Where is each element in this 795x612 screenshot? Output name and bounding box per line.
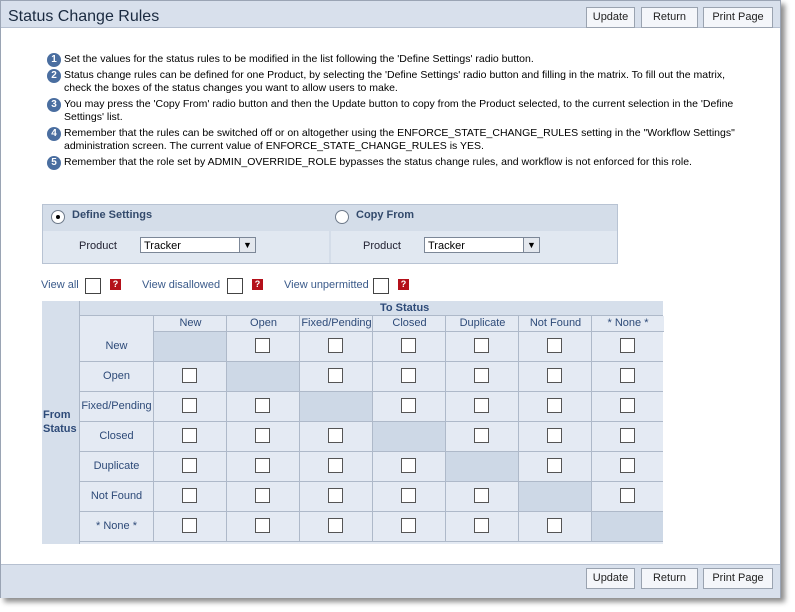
transition-checkbox[interactable] xyxy=(547,338,562,353)
transition-checkbox[interactable] xyxy=(328,518,343,533)
chevron-down-icon: ▼ xyxy=(239,238,255,252)
step-number-icon: 3 xyxy=(47,98,61,112)
matrix-cell xyxy=(445,422,518,452)
matrix-cell xyxy=(372,482,445,512)
to-status-column-header: Duplicate xyxy=(445,316,519,332)
matrix-cell xyxy=(445,512,518,542)
status-matrix xyxy=(42,301,663,544)
transition-checkbox[interactable] xyxy=(182,428,197,443)
matrix-cell xyxy=(299,482,372,512)
matrix-cell xyxy=(226,512,299,542)
transition-checkbox[interactable] xyxy=(474,488,489,503)
matrix-cell xyxy=(153,512,226,542)
matrix-cell xyxy=(372,512,445,542)
to-status-label: To Status xyxy=(380,302,430,314)
transition-checkbox[interactable] xyxy=(547,428,562,443)
transition-checkbox[interactable] xyxy=(474,338,489,353)
matrix-cell xyxy=(372,332,445,362)
matrix-cell xyxy=(226,422,299,452)
copy-product-label: Product xyxy=(363,240,401,252)
transition-checkbox[interactable] xyxy=(255,518,270,533)
matrix-cell xyxy=(518,362,591,392)
matrix-cell-disabled xyxy=(372,422,445,452)
footer-bar xyxy=(1,564,780,598)
return-button-bottom[interactable]: Return xyxy=(641,568,698,589)
matrix-cell xyxy=(591,482,663,512)
copy-from-radio[interactable] xyxy=(335,210,349,224)
matrix-cell xyxy=(518,332,591,362)
matrix-cell xyxy=(153,452,226,482)
print-page-button-bottom[interactable]: Print Page xyxy=(703,568,773,589)
matrix-cell xyxy=(153,392,226,422)
instruction-text: Remember that the rules can be switched off or on altogether using the ENFORCE_STATE_CHANGE_RULES setting in the "Workflow Settings" administration screen. The current value of ENFORCE_STATE_CHANGE_RULES is YES. xyxy=(64,127,735,152)
matrix-cell xyxy=(153,482,226,512)
to-status-column-header: * None * xyxy=(591,316,664,332)
matrix-cell xyxy=(591,452,663,482)
matrix-cell-disabled xyxy=(591,512,663,542)
header-bar xyxy=(1,1,780,28)
instruction-item xyxy=(47,69,737,95)
to-status-column-header: New xyxy=(153,316,227,332)
update-button-top[interactable]: Update xyxy=(586,7,635,28)
from-status-row-header: Closed xyxy=(80,422,153,452)
matrix-cell xyxy=(226,332,299,362)
step-number-icon: 4 xyxy=(47,127,61,141)
matrix-cell xyxy=(518,422,591,452)
instruction-item xyxy=(47,53,737,66)
to-status-column-header: Closed xyxy=(372,316,446,332)
view-unpermitted-checkbox[interactable] xyxy=(373,278,389,294)
transition-checkbox[interactable] xyxy=(547,518,562,533)
define-settings-radio[interactable] xyxy=(51,210,65,224)
matrix-cell xyxy=(299,362,372,392)
from-status-row-header: Not Found xyxy=(80,482,153,512)
instructions xyxy=(47,53,737,172)
print-page-button-top[interactable]: Print Page xyxy=(703,7,773,28)
transition-checkbox[interactable] xyxy=(255,428,270,443)
transition-checkbox[interactable] xyxy=(474,518,489,533)
define-settings-label: Define Settings xyxy=(72,209,153,221)
step-number-icon: 5 xyxy=(47,156,61,170)
transition-checkbox[interactable] xyxy=(401,368,416,383)
from-status-row-header: Fixed/Pending xyxy=(80,392,153,422)
transition-checkbox[interactable] xyxy=(474,368,489,383)
help-icon[interactable]: ? xyxy=(252,279,263,290)
from-status-column xyxy=(42,301,80,544)
transition-checkbox[interactable] xyxy=(182,488,197,503)
matrix-cell xyxy=(226,392,299,422)
from-status-row-header: New xyxy=(80,332,153,362)
transition-checkbox[interactable] xyxy=(547,398,562,413)
matrix-cell xyxy=(153,362,226,392)
matrix-cell xyxy=(518,452,591,482)
transition-checkbox[interactable] xyxy=(182,368,197,383)
view-unpermitted-label: View unpermitted xyxy=(284,279,369,291)
matrix-cell xyxy=(518,512,591,542)
matrix-cell xyxy=(299,422,372,452)
matrix-cell xyxy=(591,362,663,392)
view-disallowed-label: View disallowed xyxy=(142,279,221,291)
matrix-cell-disabled xyxy=(226,362,299,392)
transition-checkbox[interactable] xyxy=(255,398,270,413)
matrix-cell xyxy=(445,482,518,512)
transition-checkbox[interactable] xyxy=(401,518,416,533)
instruction-item xyxy=(47,98,737,124)
transition-checkbox[interactable] xyxy=(620,428,635,443)
transition-checkbox[interactable] xyxy=(547,458,562,473)
step-number-icon: 2 xyxy=(47,69,61,83)
chevron-down-icon: ▼ xyxy=(523,238,539,252)
update-button-bottom[interactable]: Update xyxy=(586,568,635,589)
matrix-cell xyxy=(591,392,663,422)
help-icon[interactable]: ? xyxy=(110,279,121,290)
transition-checkbox[interactable] xyxy=(620,398,635,413)
to-status-column-header: Not Found xyxy=(518,316,592,332)
copy-product-select[interactable]: Tracker ▼ xyxy=(424,237,540,253)
instruction-text: Set the values for the status rules to be modified in the list following the 'Define Settings' radio button. xyxy=(64,53,534,65)
from-status-row-header: Duplicate xyxy=(80,452,153,482)
transition-checkbox[interactable] xyxy=(328,458,343,473)
transition-checkbox[interactable] xyxy=(401,398,416,413)
view-all-checkbox[interactable] xyxy=(85,278,101,294)
step-number-icon: 1 xyxy=(47,53,61,67)
transition-checkbox[interactable] xyxy=(255,338,270,353)
transition-checkbox[interactable] xyxy=(328,368,343,383)
from-status-row-header: Open xyxy=(80,362,153,392)
instruction-item xyxy=(47,156,737,169)
transition-checkbox[interactable] xyxy=(328,428,343,443)
transition-checkbox[interactable] xyxy=(328,338,343,353)
define-product-label: Product xyxy=(79,240,117,252)
help-icon[interactable]: ? xyxy=(398,279,409,290)
view-disallowed-checkbox[interactable] xyxy=(227,278,243,294)
matrix-cell xyxy=(591,332,663,362)
transition-checkbox[interactable] xyxy=(620,458,635,473)
to-status-column-header: Open xyxy=(226,316,300,332)
matrix-cell-disabled xyxy=(518,482,591,512)
matrix-cell xyxy=(226,452,299,482)
matrix-cell xyxy=(372,392,445,422)
view-all-label: View all xyxy=(41,279,79,291)
transition-checkbox[interactable] xyxy=(255,458,270,473)
transition-checkbox[interactable] xyxy=(255,488,270,503)
matrix-cell xyxy=(226,482,299,512)
transition-checkbox[interactable] xyxy=(401,488,416,503)
instruction-text: You may press the 'Copy From' radio button and then the Update button to copy from the Product selected, to the current selection in the 'Define Settings' list. xyxy=(64,98,734,123)
matrix-cell xyxy=(299,512,372,542)
instruction-text: Status change rules can be defined for one Product, by selecting the 'Define Settings' radio button and filling in the matrix. To fill out the matrix, check the boxes of the status changes you want to allow users to make. xyxy=(64,69,726,94)
instruction-item xyxy=(47,127,737,153)
matrix-cell xyxy=(518,392,591,422)
page-title: Status Change Rules xyxy=(8,8,160,25)
transition-checkbox[interactable] xyxy=(620,488,635,503)
define-product-select[interactable]: Tracker ▼ xyxy=(140,237,256,253)
instruction-text: Remember that the role set by ADMIN_OVERRIDE_ROLE bypasses the status change rules, and workflow is not enforced for this role. xyxy=(64,156,692,168)
matrix-cell xyxy=(445,392,518,422)
matrix-cell xyxy=(153,422,226,452)
transition-checkbox[interactable] xyxy=(401,338,416,353)
matrix-cell xyxy=(299,332,372,362)
matrix-cell xyxy=(372,362,445,392)
copy-from-label: Copy From xyxy=(356,209,415,221)
transition-checkbox[interactable] xyxy=(182,518,197,533)
matrix-cell xyxy=(591,422,663,452)
transition-checkbox[interactable] xyxy=(182,398,197,413)
transition-checkbox[interactable] xyxy=(182,458,197,473)
from-status-label: From Status xyxy=(43,409,77,435)
settings-selector xyxy=(42,204,618,264)
matrix-cell xyxy=(445,362,518,392)
to-status-header xyxy=(80,301,663,316)
matrix-cell xyxy=(299,452,372,482)
transition-checkbox[interactable] xyxy=(547,368,562,383)
matrix-cell-disabled xyxy=(445,452,518,482)
transition-checkbox[interactable] xyxy=(474,428,489,443)
matrix-cell xyxy=(372,452,445,482)
transition-checkbox[interactable] xyxy=(620,368,635,383)
from-status-row-header: * None * xyxy=(80,512,153,542)
to-status-column-header: Fixed/Pending xyxy=(299,316,373,332)
transition-checkbox[interactable] xyxy=(328,488,343,503)
transition-checkbox[interactable] xyxy=(401,458,416,473)
matrix-cell-disabled xyxy=(299,392,372,422)
transition-checkbox[interactable] xyxy=(474,398,489,413)
transition-checkbox[interactable] xyxy=(620,338,635,353)
return-button-top[interactable]: Return xyxy=(641,7,698,28)
matrix-cell xyxy=(445,332,518,362)
matrix-cell-disabled xyxy=(153,332,226,362)
